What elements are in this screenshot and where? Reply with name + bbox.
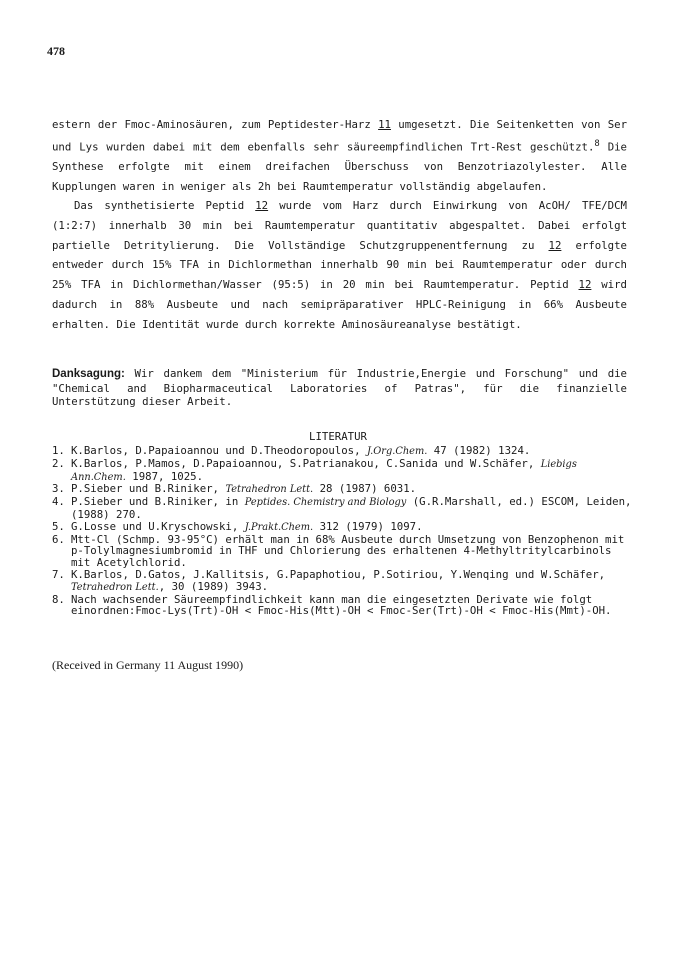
page-number: 478 <box>47 44 65 58</box>
text-run: estern der Fmoc-Aminosäuren, zum Peptidester-Harz <box>52 118 379 131</box>
reference-authors: K.Barlos, D.Gatos, J.Kallitsis, G.Papaphotiou, P.Sotiriou, Y.Wenqing und W.Schäfer, <box>71 567 606 581</box>
reference-authors: K.Barlos, P.Mamos, D.Papaioannou, S.Patrianakou, C.Sanida und W.Schäfer, <box>71 456 541 470</box>
reference-journal: Liebigs Ann.Chem. <box>71 458 577 483</box>
reference-number: 2. <box>52 456 65 470</box>
text-run: Die Synthese erfolgte mit einem dreifachen Überschuss von Benzotriazolylester. Alle Kupplungen waren in weniger als 2h bei Raumtemperatur vollständig abgelaufen. <box>52 140 627 193</box>
paragraph-2 <box>52 196 627 334</box>
received-date: (Received in Germany 11 August 1990) <box>52 658 244 672</box>
reference-number: 4. <box>52 495 65 509</box>
reference-text: Mtt-Cl (Schmp. 93-95°C) erhält man in 68% Ausbeute durch Umsetzung von Benzophenon mit p-Tolylmagnesiumbromid in THF und Chlorierung des erhaltenen 4-Methyltritylcarbinols mit Acetylchlorid. <box>71 532 625 570</box>
literature-heading: LITERATUR <box>309 430 367 443</box>
reference-item <box>52 569 632 594</box>
reference-number: 8. <box>52 592 65 606</box>
reference-item <box>52 594 632 618</box>
reference-journal: Tetrahedron Lett. <box>225 484 314 496</box>
reference-list <box>52 445 632 617</box>
reference-citation: 1987, 1025. <box>125 469 204 483</box>
paragraph-1 <box>52 115 627 196</box>
reference-authors: P.Sieber und B.Riniker, in <box>71 495 245 509</box>
reference-authors: K.Barlos, D.Papaioannou und D.Theodoropoulos, <box>71 444 367 457</box>
text-run: wird dadurch in 88% Ausbeute und nach semipräparativer HPLC-Reinigung in 66% Ausbeute erhalten. Die Identität wurde durch korrekte Aminosäureanalyse bestätigt. <box>52 278 627 331</box>
compound-ref: 12 <box>548 238 562 252</box>
reference-citation: 28 (1987) 6031. <box>313 482 417 496</box>
acknowledgement-text: Wir dankem dem "Ministerium für Industrie,Energie und Forschung" und die "Chemical and Biopharmaceutical Laboratories of Patras", für die finanzielle Unterstützung dieser Arbeit. <box>52 367 627 409</box>
reference-item <box>52 496 632 521</box>
reference-item <box>52 458 632 484</box>
reference-item <box>52 534 632 569</box>
reference-number: 7. <box>52 567 65 581</box>
reference-text: Nach wachsender Säureempfindlichkeit kann man die eingesetzten Derivate wie folgt einordnen:Fmoc-Lys(Trt)-OH < Fmoc-His(Mtt)-OH < Fmoc-Ser(Trt)-OH < Fmoc-His(Mmt)-OH. <box>71 592 612 618</box>
text-run: wurde vom Harz durch Einwirkung von AcOH/ TFE/DCM (1:2:7) innerhalb 30 min bei Raumtemperatur quantitativ abgespaltet. Dabei erfolgt partielle Detritylierung. Die Vollständige Schutzgruppenentfernung zu <box>52 199 627 252</box>
reference-number: 5. <box>52 519 65 533</box>
acknowledgement-label: Danksagung: <box>52 368 125 380</box>
reference-journal: Tetrahedron Lett. <box>71 581 159 593</box>
acknowledgement <box>52 367 627 409</box>
text-run: umgesetzt. Die Seitenketten von Ser und Lys wurden dabei mit dem ebenfalls sehr säureempfindlichen Trt-Rest geschützt. <box>52 118 627 154</box>
reference-authors: P.Sieber und B.Riniker, <box>71 482 226 496</box>
reference-authors: G.Losse und U.Kryschowski, <box>71 519 245 533</box>
reference-number: 1. <box>52 444 65 457</box>
reference-journal: J.Org.Chem. <box>366 446 428 457</box>
reference-number: 6. <box>52 532 65 546</box>
compound-ref: 12 <box>255 199 269 213</box>
reference-citation: 47 (1982) 1324. <box>427 444 531 457</box>
reference-citation: (G.R.Marshall, ed.) ESCOM, Leiden, (1988) 270. <box>71 495 632 521</box>
footnote-marker: 8 <box>594 138 600 149</box>
compound-ref: 12 <box>578 278 592 292</box>
text-run: erfolgte entweder durch 15% TFA in Dichlormethan innerhalb 90 min bei Raumtemperatur oder durch 25% TFA in Dichlormethan/Wasser (95:5) in 20 min bei Raumtemperatur. Peptid <box>52 238 627 292</box>
reference-journal: Peptides. Chemistry and Biology <box>244 497 407 509</box>
text-run: Das synthetisierte Peptid <box>74 199 256 213</box>
reference-citation: 312 (1979) 1097. <box>313 519 423 533</box>
reference-number: 3. <box>52 482 65 496</box>
body-text <box>52 115 627 334</box>
reference-journal: J.Prakt.Chem. <box>244 521 314 533</box>
compound-ref: 11 <box>378 118 391 131</box>
reference-citation: , 30 (1989) 3943. <box>158 579 269 593</box>
